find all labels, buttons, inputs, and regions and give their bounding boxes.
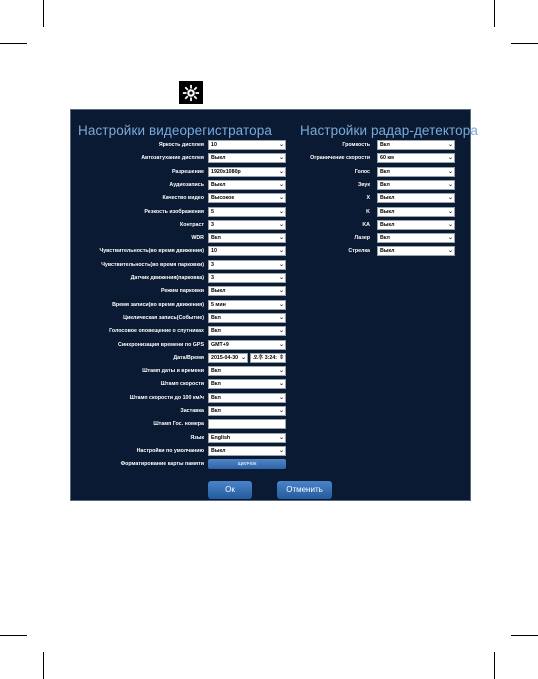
setting-value: Выкл <box>380 208 395 215</box>
setting-value: 60 км <box>380 155 394 162</box>
setting-value: Выкл <box>380 248 395 255</box>
setting-select[interactable] <box>208 326 286 336</box>
setting-label: Чувствительность(во время парковки) <box>101 261 204 268</box>
crop-mark <box>43 0 44 27</box>
chevron-down-icon: ⌄ <box>278 221 284 228</box>
time-picker[interactable] <box>250 353 286 363</box>
setting-value: Вкл <box>380 168 390 175</box>
setting-value: English <box>211 434 231 441</box>
setting-row <box>71 326 472 336</box>
setting-label: Заставка <box>180 408 204 414</box>
setting-row <box>71 446 472 456</box>
setting-label: Звук <box>357 181 370 188</box>
setting-label: Чувствительность(во время движения) <box>99 248 204 255</box>
setting-row <box>71 379 472 389</box>
setting-value: Вкл <box>211 328 221 335</box>
chevron-down-icon: ⌄ <box>278 275 284 281</box>
setting-label: Форматирование карты памяти <box>120 461 204 468</box>
chevron-down-icon: ⌄ <box>278 434 284 441</box>
setting-value: Вкл <box>380 142 390 148</box>
format-card-button[interactable]: щелчок <box>208 459 286 469</box>
setting-label: Лазер <box>354 235 370 242</box>
setting-value: Вкл <box>380 181 390 188</box>
setting-value: 1920x1080p <box>211 168 241 175</box>
chevron-down-icon: ⌄ <box>447 142 453 148</box>
setting-label: Время записи(во время движения) <box>112 301 204 308</box>
setting-row <box>71 207 472 217</box>
setting-row <box>71 340 472 350</box>
setting-select[interactable] <box>377 167 455 177</box>
setting-select[interactable] <box>208 273 286 283</box>
ok-button[interactable]: Ок <box>208 481 252 499</box>
setting-label: Циклическая запись(Событие) <box>123 314 204 321</box>
setting-label: K <box>366 208 370 215</box>
setting-value: 10 <box>211 142 217 148</box>
setting-value: Вкл <box>211 235 221 242</box>
date-picker[interactable] <box>208 353 248 363</box>
setting-value: 5 мин <box>211 301 226 308</box>
chevron-down-icon: ⌄ <box>278 195 284 202</box>
chevron-down-icon: ⌄ <box>278 341 284 348</box>
chevron-down-icon: ⌄ <box>278 381 284 388</box>
setting-row <box>71 273 472 283</box>
setting-row <box>71 419 472 429</box>
setting-value: Вкл <box>211 381 221 388</box>
setting-label: X <box>366 195 370 202</box>
setting-select[interactable] <box>208 393 286 403</box>
chevron-down-icon: ⌄ <box>278 181 284 188</box>
setting-row <box>71 167 472 177</box>
chevron-down-icon: ⌄ <box>278 301 284 308</box>
setting-value: 3 <box>211 261 214 268</box>
setting-row <box>71 246 472 256</box>
chevron-down-icon: ⌄ <box>447 155 453 162</box>
radar-settings-title: Настройки радар-детектора <box>300 123 478 138</box>
setting-row <box>71 313 472 323</box>
dvr-settings-title: Настройки видеорегистратора <box>78 123 272 138</box>
setting-label: Дата/Время <box>173 354 204 361</box>
settings-panel <box>70 109 478 501</box>
setting-select[interactable] <box>377 246 455 256</box>
setting-select[interactable] <box>208 433 286 443</box>
chevron-down-icon: ⌄ <box>447 195 453 202</box>
setting-row <box>71 193 472 203</box>
spinner-icon: ⇕ <box>278 354 284 361</box>
setting-label: Режим парковки <box>160 288 204 295</box>
chevron-down-icon: ⌄ <box>278 261 284 268</box>
setting-value: Выкл <box>380 195 395 202</box>
setting-row <box>71 153 472 163</box>
setting-select[interactable] <box>208 313 286 323</box>
setting-label: Штамп даты и времени <box>142 368 204 375</box>
setting-select[interactable] <box>377 153 455 163</box>
setting-select[interactable] <box>208 260 286 270</box>
crop-mark <box>511 635 538 636</box>
chevron-down-icon: ⌄ <box>278 288 284 295</box>
setting-label: Качество видео <box>162 195 204 202</box>
setting-value: Выкл <box>211 181 226 188</box>
setting-row <box>71 366 472 376</box>
cancel-button[interactable]: Отменить <box>277 481 332 499</box>
gear-icon <box>182 84 200 102</box>
setting-row <box>71 140 472 150</box>
setting-value: Высокое <box>211 195 235 202</box>
setting-row <box>71 353 472 363</box>
chevron-down-icon: ⌄ <box>447 248 453 255</box>
setting-label: Язык <box>190 434 204 441</box>
setting-value: Выкл <box>380 221 395 228</box>
setting-value: Выкл <box>211 447 226 454</box>
setting-label: Штамп скорости <box>160 381 204 388</box>
setting-value: 3 <box>211 275 214 281</box>
setting-value: 3 <box>211 221 214 228</box>
crop-mark <box>0 635 27 636</box>
setting-label: Штамп Гос. номера <box>153 421 204 428</box>
crop-mark <box>511 43 538 44</box>
chevron-down-icon: ⌄ <box>278 394 284 401</box>
setting-select[interactable] <box>377 233 455 243</box>
setting-row <box>71 233 472 243</box>
setting-label: Громкость <box>342 142 370 148</box>
setting-label: WDR <box>191 235 204 242</box>
setting-label: Стрелка <box>348 248 370 255</box>
setting-select[interactable] <box>208 300 286 310</box>
setting-value: Вкл <box>211 394 221 401</box>
chevron-down-icon: ⌄ <box>240 354 246 361</box>
crop-mark <box>494 0 495 27</box>
setting-select[interactable] <box>377 220 455 230</box>
setting-row <box>71 286 472 296</box>
chevron-down-icon: ⌄ <box>447 181 453 188</box>
chevron-down-icon: ⌄ <box>278 447 284 454</box>
setting-label: Голосовое оповещение о спутниках <box>109 328 204 335</box>
setting-row <box>71 220 472 230</box>
crop-mark <box>43 652 44 679</box>
setting-value: 5 <box>211 208 214 215</box>
setting-select[interactable] <box>377 207 455 217</box>
chevron-down-icon: ⌄ <box>278 208 284 215</box>
crop-mark <box>0 43 27 44</box>
chevron-down-icon: ⌄ <box>447 168 453 175</box>
chevron-down-icon: ⌄ <box>278 142 284 148</box>
setting-label: Ограничение скорости <box>310 155 370 162</box>
setting-select[interactable] <box>377 140 455 150</box>
setting-value: Выкл <box>211 155 226 162</box>
setting-select[interactable] <box>377 180 455 190</box>
setting-value: Вкл <box>211 408 221 414</box>
chevron-down-icon: ⌄ <box>447 235 453 242</box>
setting-row <box>71 180 472 190</box>
crop-mark <box>494 652 495 679</box>
setting-value: Вкл <box>211 314 221 321</box>
setting-select[interactable] <box>208 379 286 389</box>
setting-label: Яркость дисплея <box>158 142 204 148</box>
plate-number-input[interactable] <box>208 419 286 429</box>
setting-row <box>71 459 472 469</box>
setting-row <box>71 433 472 443</box>
setting-label: Резкость изображения <box>144 208 204 215</box>
chevron-down-icon: ⌄ <box>278 155 284 162</box>
chevron-down-icon: ⌄ <box>278 168 284 175</box>
setting-value: 10 <box>211 248 217 255</box>
chevron-down-icon: ⌄ <box>278 368 284 375</box>
setting-label: Голос <box>354 168 370 175</box>
settings-gear-button[interactable] <box>179 81 203 104</box>
setting-select[interactable] <box>208 340 286 350</box>
setting-label: Синхронизация времени по GPS <box>118 341 204 348</box>
date-value: 2015-04-30 <box>211 354 239 361</box>
setting-label: Аудиозапись <box>169 181 204 188</box>
setting-label: Контраст <box>180 221 204 228</box>
chevron-down-icon: ⌄ <box>278 328 284 335</box>
setting-label: Разрешение <box>171 168 204 175</box>
setting-label: Автозатухание дисплея <box>141 155 204 162</box>
time-value: 오후 3:24: <box>253 354 278 361</box>
setting-label: Настройки по умолчанию <box>136 447 204 454</box>
setting-select[interactable] <box>208 286 286 296</box>
setting-label: KA <box>362 221 370 228</box>
setting-row <box>71 260 472 270</box>
setting-value: GMT+9 <box>211 341 229 348</box>
chevron-down-icon: ⌄ <box>278 248 284 255</box>
chevron-down-icon: ⌄ <box>447 208 453 215</box>
setting-value: Выкл <box>211 288 226 295</box>
setting-select[interactable] <box>208 446 286 456</box>
setting-label: Штамп скорости до 100 км/ч <box>129 394 204 401</box>
setting-row <box>71 406 472 416</box>
setting-row <box>71 393 472 403</box>
chevron-down-icon: ⌄ <box>447 221 453 228</box>
setting-select[interactable] <box>377 193 455 203</box>
chevron-down-icon: ⌄ <box>278 235 284 242</box>
setting-value: Вкл <box>211 368 221 375</box>
setting-select[interactable] <box>208 406 286 416</box>
setting-label: Датчик движения(парковка) <box>130 275 204 281</box>
setting-value: Вкл <box>380 235 390 242</box>
setting-row <box>71 300 472 310</box>
chevron-down-icon: ⌄ <box>278 408 284 414</box>
setting-select[interactable] <box>208 366 286 376</box>
chevron-down-icon: ⌄ <box>278 314 284 321</box>
